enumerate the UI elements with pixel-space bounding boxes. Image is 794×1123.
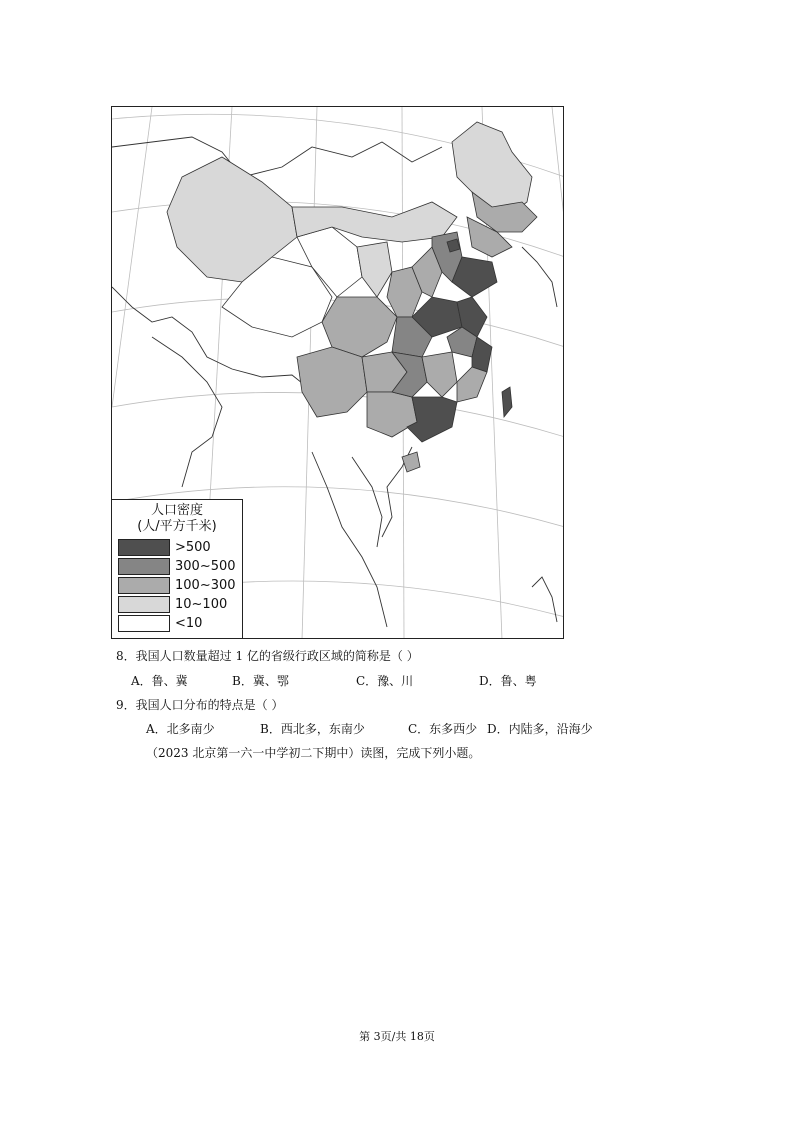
legend-row [118, 576, 242, 595]
legend-label: 100~300 [175, 578, 236, 593]
population-density-map [111, 106, 564, 639]
china-provinces [167, 122, 537, 472]
legend-swatch [118, 558, 170, 575]
q8-option-c[interactable]: C．豫、川 [356, 674, 414, 688]
legend-label: 10~100 [175, 597, 228, 612]
q9-option-a[interactable]: A．北多南少 [146, 722, 215, 736]
q9-option-d[interactable]: D．内陆多，沿海少 [487, 722, 593, 736]
legend-row [118, 614, 242, 633]
legend-title [112, 503, 242, 535]
legend-swatch [118, 596, 170, 613]
legend-title-line2: (人/平方千米) [137, 519, 217, 534]
province-guangxi [367, 392, 417, 437]
korea-outline [522, 247, 557, 307]
q8-option-d[interactable]: D．鲁、粤 [479, 674, 537, 688]
question-8-stem: 8．我国人口数量超过 1 亿的省级行政区域的简称是（ ） [116, 649, 419, 663]
page-footer: 第 3页/共 18页 [359, 1030, 435, 1043]
question-8-options [0, 673, 794, 689]
legend-label: 300~500 [175, 559, 236, 574]
legend-label: >500 [175, 540, 211, 555]
province-hainan [402, 452, 420, 472]
legend-swatch [118, 577, 170, 594]
legend-rows [118, 538, 242, 633]
legend-title-line1: 人口密度 [150, 503, 203, 518]
indochina-outline [312, 452, 387, 627]
legend-label: <10 [175, 616, 203, 631]
legend-swatch [118, 539, 170, 556]
province-taiwan [502, 387, 512, 417]
province-jiangxi [422, 352, 457, 397]
philippines-outline [532, 577, 557, 622]
legend-row [118, 595, 242, 614]
longitude-line [112, 107, 152, 407]
legend-swatch [118, 615, 170, 632]
question-9-options [0, 721, 794, 737]
legend-row [118, 538, 242, 557]
question-9-stem: 9．我国人口分布的特点是（ ） [116, 698, 284, 712]
longitude-line [552, 107, 564, 227]
q9-option-c[interactable]: C．东多西少 [408, 722, 478, 736]
q8-option-b[interactable]: B．冀、鄂 [232, 674, 289, 688]
legend-row [118, 557, 242, 576]
q9-option-b[interactable]: B．西北多，东南少 [260, 722, 365, 736]
province-gansu [357, 242, 392, 297]
province-yunnan [297, 347, 367, 417]
province-fujian [457, 367, 487, 402]
q8-option-a[interactable]: A．鲁、冀 [131, 674, 188, 688]
source-note: （2023 北京第一六一中学初二下期中）读图，完成下列小题。 [146, 746, 481, 760]
map-legend [112, 499, 243, 638]
laos-border [352, 457, 382, 547]
northern-border [112, 137, 442, 177]
